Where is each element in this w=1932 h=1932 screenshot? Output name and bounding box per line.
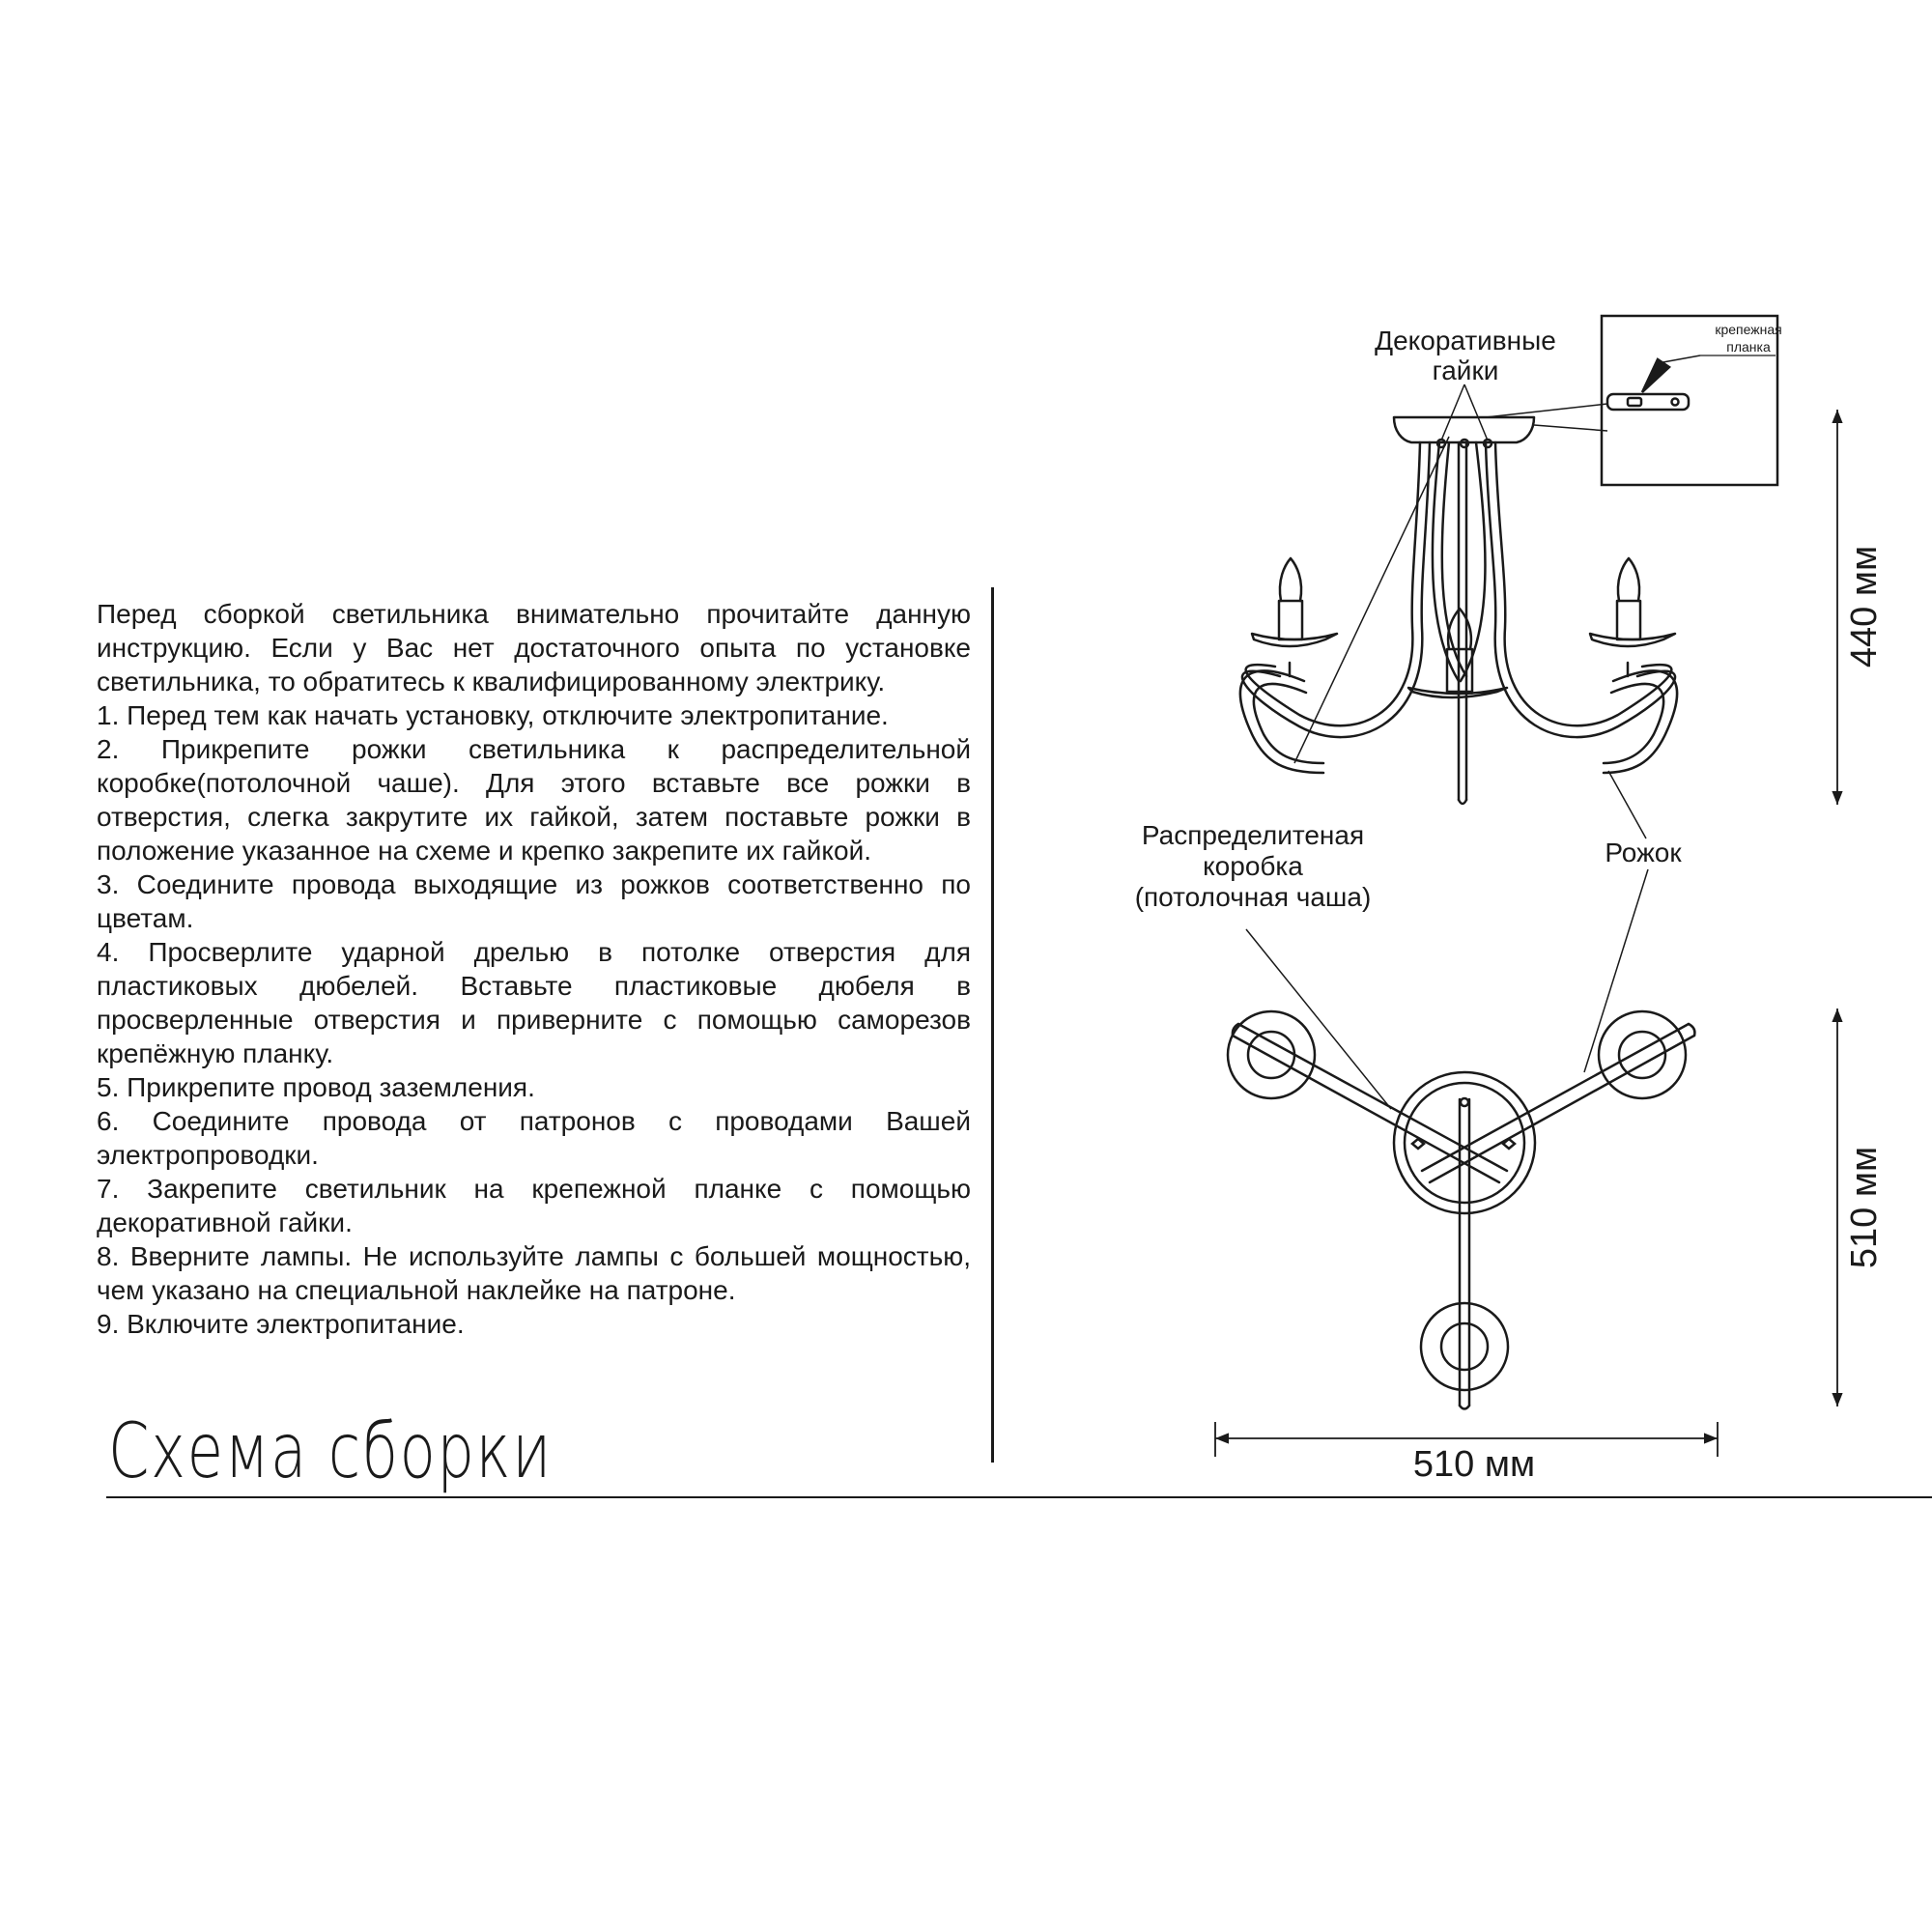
- nuts-leader: [1441, 384, 1488, 440]
- instruction-step: 7. Закрепите светильник на крепежной планке с помощью декоративной гайки.: [97, 1174, 971, 1237]
- dimension-height-label: 440 мм: [1844, 545, 1885, 668]
- cup-plan-right: [1599, 1011, 1686, 1098]
- instructions-intro: Перед сборкой светильника внимательно прочитайте данную инструкцию. Если у Вас нет достаточного опыта по установке светильника, то обратитесь к квалифицированному электрику.: [97, 599, 971, 696]
- dimension-depth-label: 510 мм: [1844, 1146, 1885, 1269]
- nuts-label: Декоративные: [1375, 326, 1556, 355]
- chandelier-side-view: [1240, 417, 1677, 804]
- nuts-label: гайки: [1432, 355, 1499, 385]
- cup-plan-front: [1421, 1303, 1508, 1390]
- box-leader: [1294, 437, 1449, 763]
- bracket-label: крепежная: [1715, 322, 1782, 337]
- cup-plan-front-inner: [1441, 1323, 1488, 1370]
- instruction-step: 2. Прикрепите рожки светильника к распределительной коробке(потолочной чаше). Для этого вставьте все рожки в отверстия, слегка закрутите их гайкой, затем поставьте рожки в положение указанное на схеме и крепко закрепите их гайкой.: [97, 734, 971, 866]
- box-label: коробка: [1203, 851, 1303, 881]
- arm-plan-leader: [1584, 869, 1648, 1072]
- dimension-width-label: 510 мм: [1412, 1444, 1536, 1485]
- arm-plan-right: [1422, 1024, 1694, 1182]
- central-rod: [1459, 442, 1466, 800]
- arm-right-curl: [1604, 670, 1677, 773]
- candle-right: [1590, 558, 1675, 676]
- box-label: (потолочная чаша): [1134, 882, 1372, 912]
- instruction-step: 3. Соедините провода выходящие из рожков соответственно по цветам.: [97, 869, 971, 933]
- arm-left: [1242, 442, 1430, 737]
- instruction-step: 6. Соедините провода от патронов с проводами Вашей электропроводки.: [97, 1106, 971, 1170]
- arm-label: Рожок: [1605, 838, 1682, 867]
- leader-lines: [1246, 384, 1648, 1109]
- instruction-step: 1. Перед тем как начать установку, отключите электропитание.: [97, 700, 889, 730]
- arm-front: [1461, 442, 1485, 681]
- central-rod-tip: [1459, 800, 1466, 804]
- instruction-step: 9. Включите электропитание.: [97, 1309, 465, 1339]
- dimensions: [1215, 410, 1837, 1457]
- chandelier-plan-view: [1228, 1011, 1694, 1409]
- candle-left: [1252, 558, 1337, 676]
- cup-plan-left-inner: [1248, 1032, 1294, 1078]
- arm-right: [1486, 442, 1675, 737]
- box-label: Распределитеная: [1141, 820, 1365, 850]
- page-title: Схема сборки: [108, 1408, 553, 1495]
- bracket-label: планка: [1726, 339, 1771, 355]
- instruction-step: 4. Просверлите ударной дрелью в потолке отверстия для пластиковых дюбелей. Вставьте пластиковые дюбеля в просверленные отверстия и приверните с помощью саморезов крепёжную планку.: [97, 937, 971, 1068]
- cup-plan-left: [1228, 1011, 1315, 1098]
- arm-plan-left: [1233, 1024, 1507, 1182]
- mounting-bracket: [1607, 394, 1689, 410]
- bracket-pointer: [1642, 359, 1669, 392]
- instruction-step: 8. Вверните лампы. Не используйте лампы с большей мощностью, чем указано на специальной наклейке на патроне.: [97, 1241, 971, 1305]
- instruction-step: 5. Прикрепите провод заземления.: [97, 1072, 535, 1102]
- arm-leader: [1608, 771, 1646, 838]
- arm-left-curl: [1240, 670, 1323, 773]
